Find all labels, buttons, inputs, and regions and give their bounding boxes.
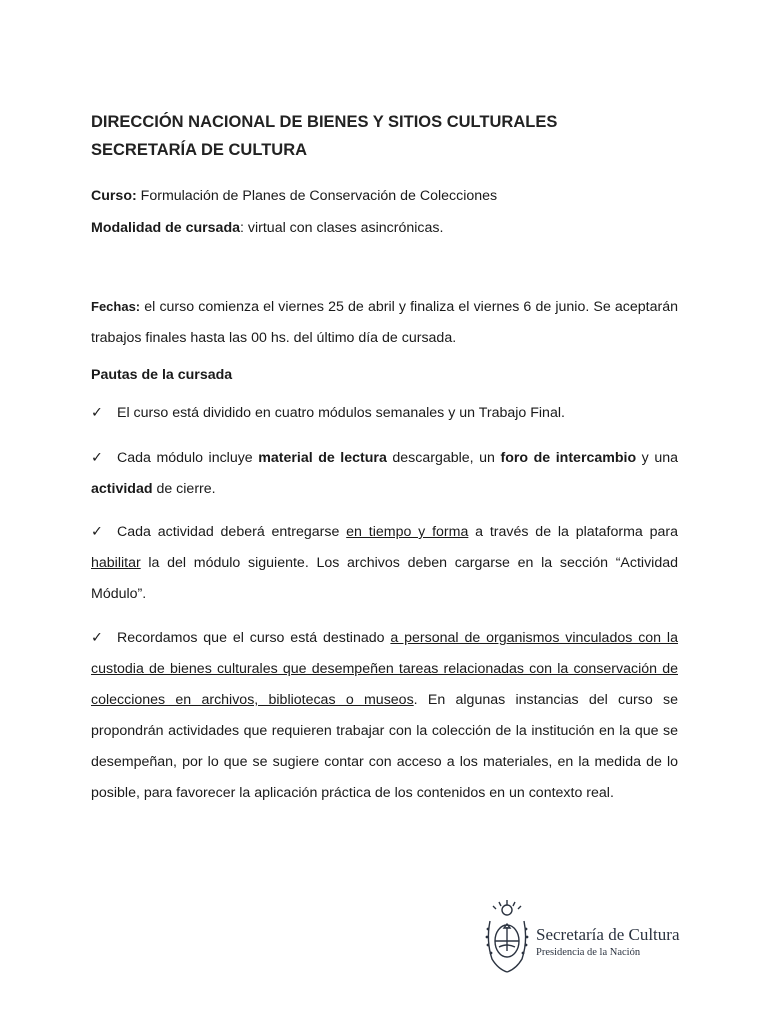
header-line-2: SECRETARÍA DE CULTURA xyxy=(91,141,308,159)
guideline-item-3 xyxy=(91,517,678,610)
emphasis-activity: actividad xyxy=(91,481,153,497)
emphasis-reading-material: material de lectura xyxy=(258,450,387,466)
checkmark-icon: ✓ xyxy=(91,405,103,421)
guideline-item-2-text: de cierre. xyxy=(152,481,216,497)
emphasis-exchange-forum: foro de intercambio xyxy=(500,450,637,466)
underlined-enable: habilitar xyxy=(91,555,141,571)
guideline-item-4 xyxy=(91,623,678,809)
guideline-item-2-text: Cada módulo incluye xyxy=(117,450,259,466)
dates-paragraph xyxy=(91,291,678,354)
guideline-item-2 xyxy=(91,443,678,505)
guideline-item-2-text: descargable, un xyxy=(386,450,501,466)
course-line xyxy=(91,181,678,212)
guideline-item-3-text: a través de la plataforma para xyxy=(468,524,678,540)
underlined-target-audience: a personal de organismos vinculados con la custodia de bienes culturales que desempeñen tareas relacionadas con la conservación de colecciones en archivos, bibliotecas o museos xyxy=(91,630,678,708)
guideline-item-4-text: Recordamos que el curso está destinado xyxy=(117,630,391,646)
guideline-item-1-text: El curso está dividido en cuatro módulos semanales y un Trabajo Final. xyxy=(117,405,565,421)
guideline-item-3-text: la del módulo siguiente. Los archivos deben cargarse en la sección “Actividad Módulo”. xyxy=(91,555,678,602)
guidelines-heading-text: Pautas de la cursada xyxy=(91,367,233,383)
guidelines-heading xyxy=(91,360,678,391)
logo-title: Secretaría de Cultura xyxy=(536,925,680,944)
course-label: Curso: xyxy=(91,188,137,204)
guideline-item-4-text: . En algunas instancias del curso se propondrán actividades que requieren trabajar con la colección de la institución en la que se desempeñan, por lo que se sugiere contar con acceso a los materiales, en la medida de lo posible, para favorecer la aplicación práctica de los contenidos en un contexto real. xyxy=(91,692,679,801)
guideline-item-3-text: Cada actividad deberá entregarse xyxy=(117,524,347,540)
guideline-item-2-text: y una xyxy=(636,450,678,466)
course-value: Formulación de Planes de Conservación de Colecciones xyxy=(136,188,498,204)
checkmark-icon: ✓ xyxy=(91,630,103,646)
dates-text: el curso comienza el viernes 25 de abril y finaliza el viernes 6 de junio. Se aceptarán trabajos finales hasta las 00 hs. del último día de cursada. xyxy=(91,299,678,346)
modality-value: : virtual con clases asincrónicas. xyxy=(240,220,444,236)
document-header xyxy=(91,108,557,164)
checkmark-icon: ✓ xyxy=(91,524,103,540)
dates-label: Fechas: xyxy=(91,299,141,314)
underlined-on-time: en tiempo y forma xyxy=(346,524,469,540)
footer-logo xyxy=(484,897,694,977)
national-coat-of-arms-icon xyxy=(484,897,530,977)
logo-subtitle: Presidencia de la Nación xyxy=(536,947,641,958)
modality-line xyxy=(91,213,678,244)
guideline-item-1 xyxy=(91,398,678,429)
modality-label: Modalidad de cursada xyxy=(91,220,241,236)
checkmark-icon: ✓ xyxy=(91,450,103,466)
header-line-1: DIRECCIÓN NACIONAL DE BIENES Y SITIOS CULTURALES xyxy=(91,113,558,131)
